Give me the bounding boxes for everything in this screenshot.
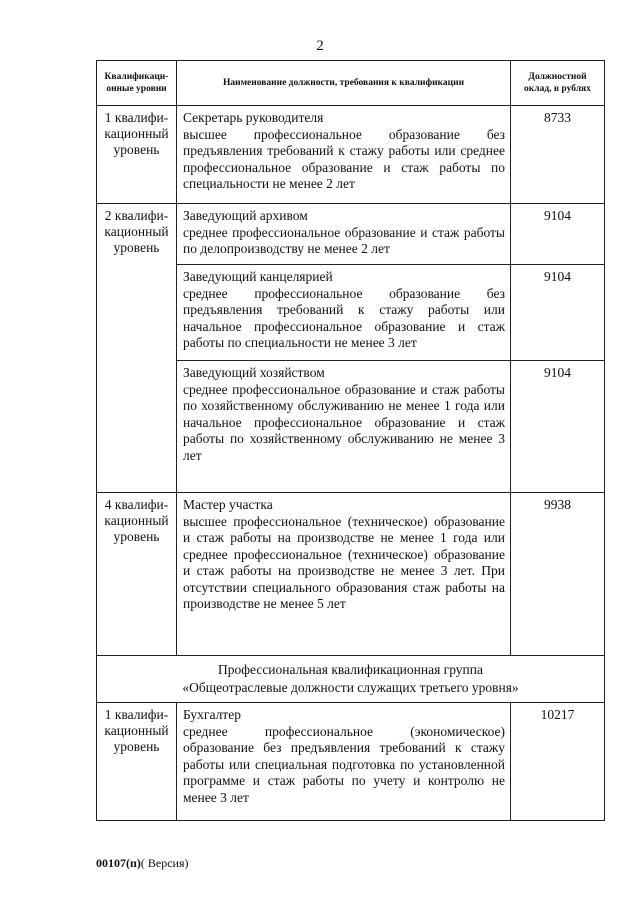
table-row (97, 493, 605, 656)
salary-cell: 8733 (511, 106, 605, 204)
table-row (97, 106, 605, 204)
qualification-table (96, 60, 605, 821)
table-row (97, 703, 605, 821)
section-row (97, 656, 605, 703)
post-cell (177, 703, 511, 821)
salary-cell: 10217 (511, 703, 605, 821)
post-cell (177, 204, 511, 265)
post-requirements: среднее профессиональное (экономическое) образование без предъявления требований к стажу работы или специальная подготовка по установленной программе и стаж работы по учету и контролю не менее 3 лет (183, 723, 505, 805)
section-title-line2: «Общеотраслевые должности служащих третьего уровня» (182, 680, 519, 695)
post-requirements: высшее профессиональное образование без предъявления требований к стажу работы или среднее профессиональное образование и стаж работы по специальности не менее 2 лет (183, 126, 505, 191)
post-requirements: высшее профессиональное (техническое) образование и стаж работы на производстве не менее 1 года или среднее профессиональное (техническое) образование и стаж работы на производстве не менее 3 лет. При отсутствии специального образования стаж работы на производстве не менее 5 лет (183, 513, 505, 611)
salary-cell: 9938 (511, 493, 605, 656)
header-salary: Должностной оклад, в рублях (511, 61, 605, 106)
header-name: Наименование должности, требования к квалификации (177, 61, 511, 106)
salary-cell: 9104 (511, 265, 605, 361)
post-cell (177, 361, 511, 493)
level-cell: 2 квалифи-кационный уровень (97, 204, 177, 493)
post-requirements: среднее профессиональное образование и стаж работы по хозяйственному обслуживанию не менее 1 года или начальное профессиональное образование и стаж работы по хозяйственному обслуживанию не менее 3 лет (183, 381, 505, 463)
salary-cell: 9104 (511, 361, 605, 493)
document-footer (96, 856, 189, 871)
post-title: Заведующий хозяйством (183, 365, 325, 380)
page-number: 2 (316, 38, 324, 54)
post-requirements: среднее профессиональное образование и стаж работы по делопроизводству не менее 2 лет (183, 224, 505, 256)
document-version: ( Версия) (140, 856, 189, 870)
section-title-line1: Профессиональная квалификационная группа (218, 662, 483, 677)
document-code: 00107(п) (96, 856, 141, 870)
post-title: Бухгалтер (183, 707, 241, 722)
post-title: Мастер участка (183, 497, 273, 512)
post-title: Заведующий архивом (183, 208, 308, 223)
table-header-row (97, 61, 605, 106)
salary-cell: 9104 (511, 204, 605, 265)
post-title: Секретарь руководителя (183, 110, 324, 125)
level-cell: 1 квалифи-кационный уровень (97, 106, 177, 204)
post-requirements: среднее профессиональное образование без предъявления требований к стажу работы или начальное профессиональное образование и стаж работы по специальности не менее 3 лет (183, 285, 505, 350)
header-level: Квалификаци-онные уровни (97, 61, 177, 106)
post-cell (177, 106, 511, 204)
post-cell (177, 265, 511, 361)
level-cell: 4 квалифи-кационный уровень (97, 493, 177, 656)
post-cell (177, 493, 511, 656)
table-row (97, 204, 605, 265)
section-heading (97, 656, 605, 703)
level-cell: 1 квалифи-кационный уровень (97, 703, 177, 821)
post-title: Заведующий канцелярией (183, 269, 333, 284)
